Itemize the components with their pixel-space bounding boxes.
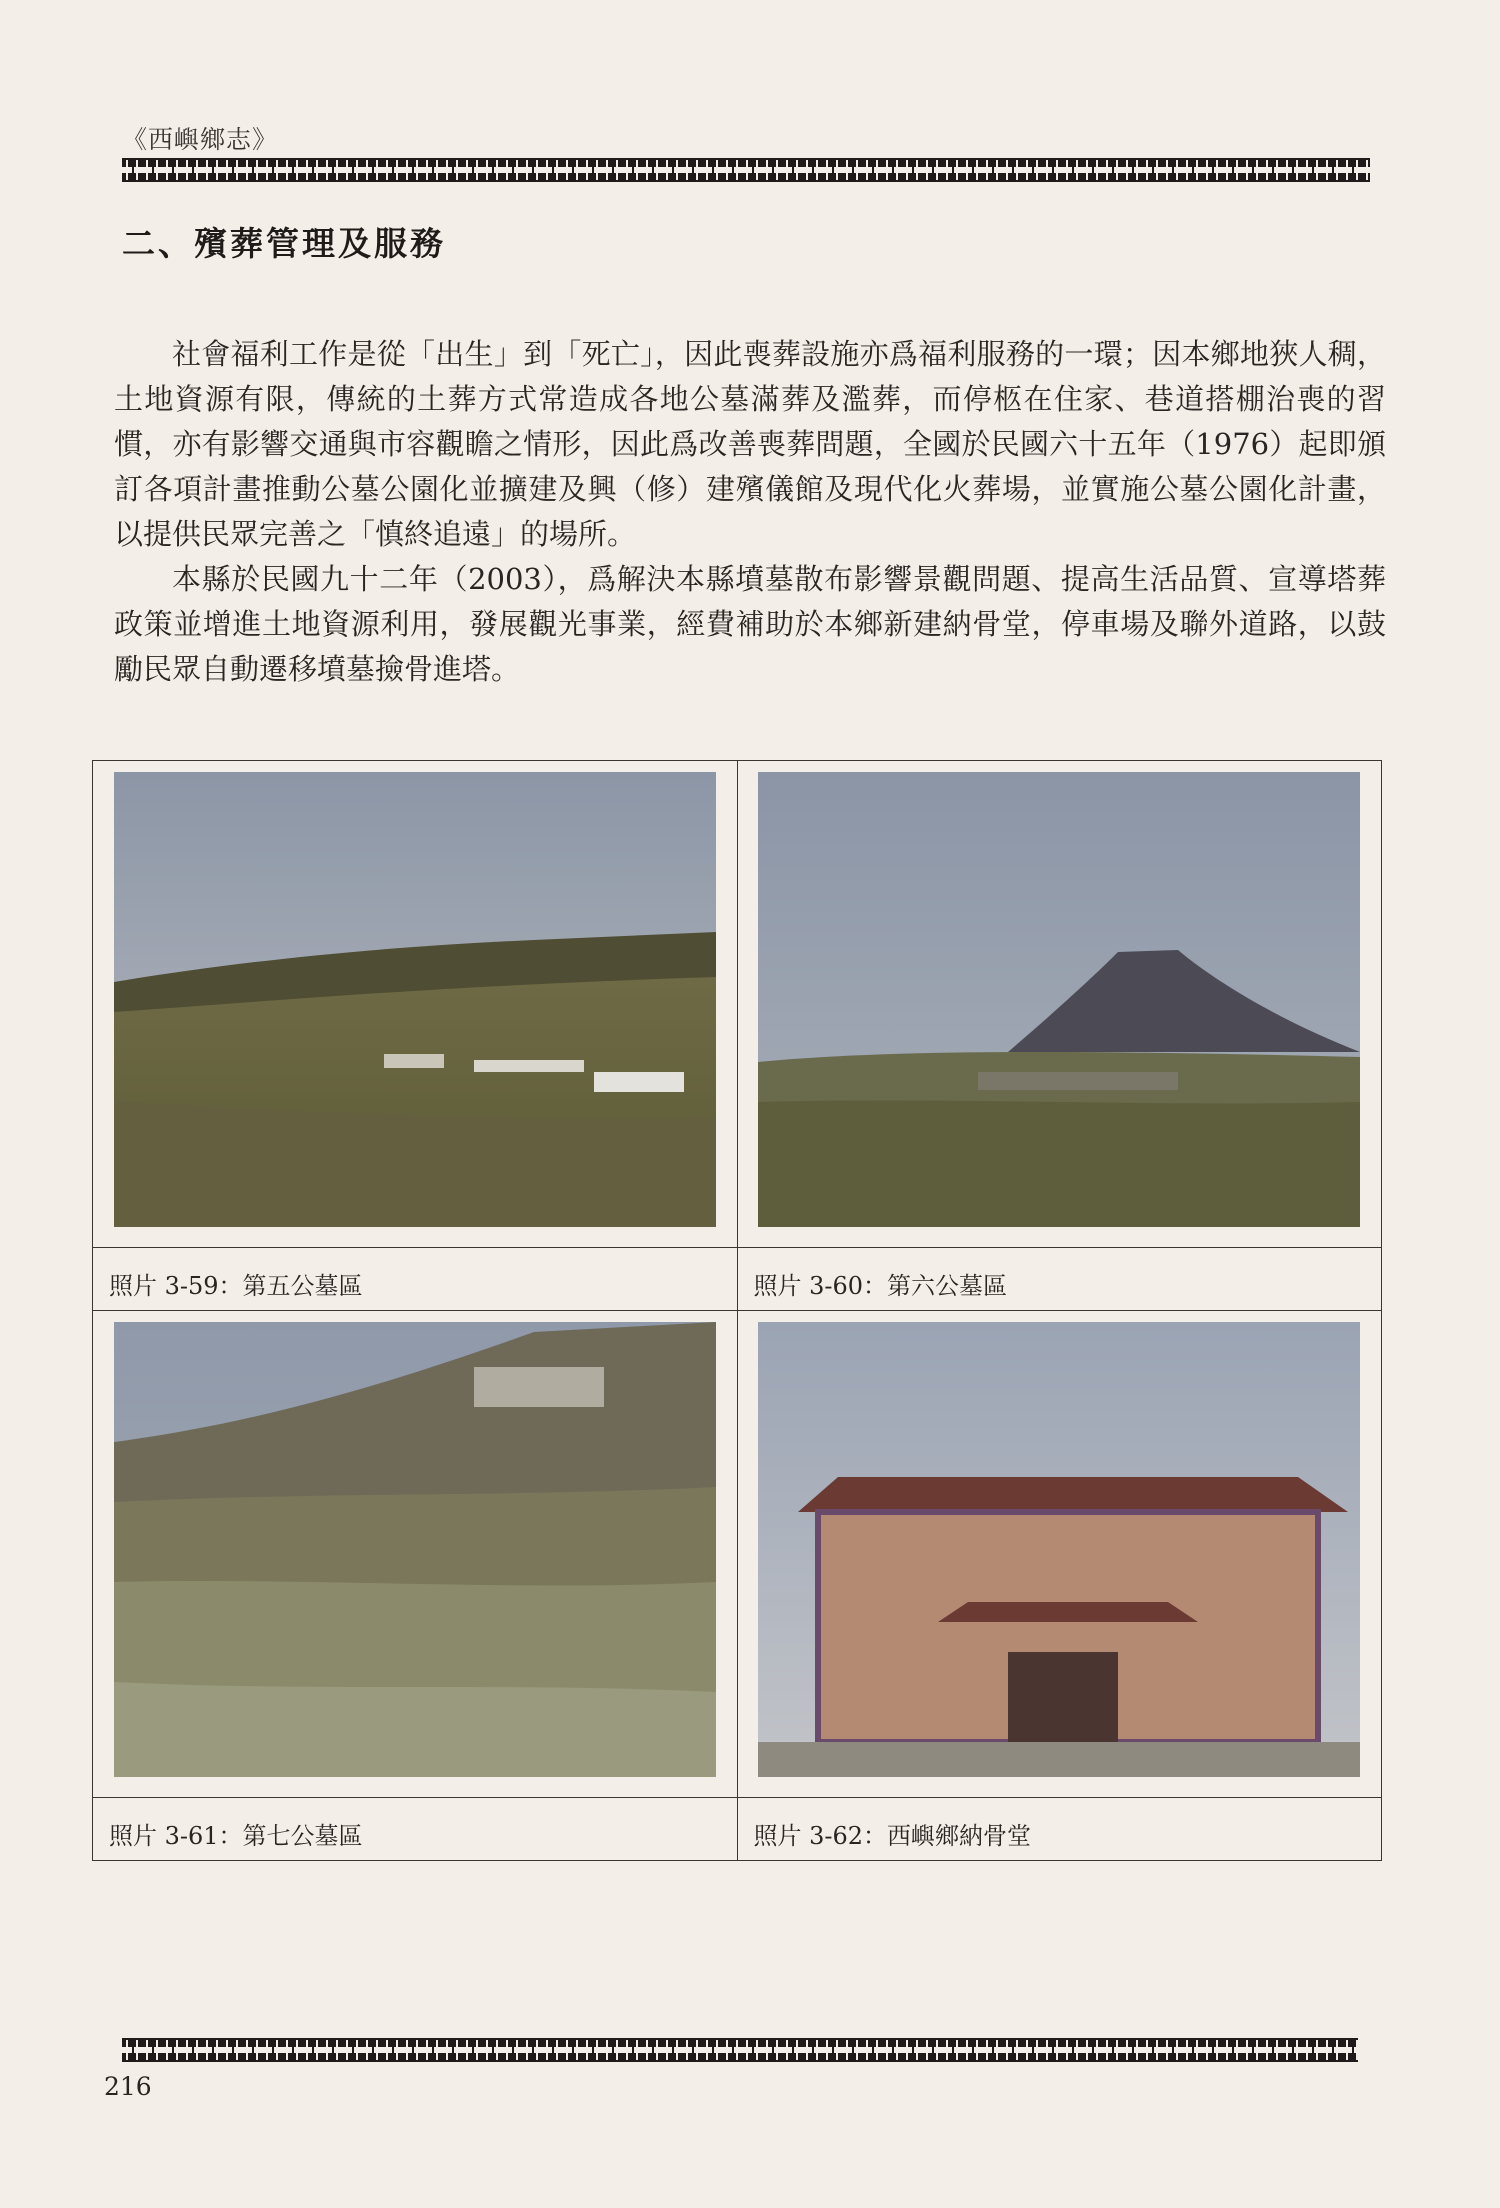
- photo-cell: [93, 1311, 738, 1798]
- photo-ossuary: [758, 1322, 1360, 1777]
- top-fret-border: [122, 158, 1370, 182]
- photo-cell: [93, 761, 738, 1248]
- photo-caption: 照片 3-59：第五公墓區: [109, 1272, 363, 1300]
- photo-cell: [737, 761, 1382, 1248]
- photo-table: [92, 760, 1382, 1861]
- bottom-fret-border: [122, 2038, 1358, 2062]
- body-text: [114, 332, 1386, 692]
- photo-caption: 照片 3-61：第七公墓區: [109, 1822, 363, 1850]
- page-number: 216: [104, 2072, 152, 2101]
- photo-cemetery-five: [114, 772, 716, 1227]
- photo-cemetery-seven: [114, 1322, 716, 1777]
- caption-cell: [93, 1248, 738, 1311]
- photo-cell: [737, 1311, 1382, 1798]
- section-title: 二、殯葬管理及服務: [122, 224, 446, 263]
- paragraph-1: 社會福利工作是從「出生」到「死亡」，因此喪葬設施亦爲福利服務的一環；因本鄉地狹人稠，土地資源有限，傳統的土葬方式常造成各地公墓滿葬及濫葬，而停柩在住家、巷道搭棚治喪的習慣，亦有影響交通與市容觀瞻之情形，因此爲改善喪葬問題，全國於民國六十五年（1976）起即頒訂各項計畫推動公墓公園化並擴建及興（修）建殯儀館及現代化火葬場，並實施公墓公園化計畫，以提供民眾完善之「慎終追遠」的場所。: [114, 337, 1386, 551]
- caption-cell: [93, 1798, 738, 1861]
- caption-cell: [737, 1248, 1382, 1311]
- running-head: 《西嶼鄉志》: [122, 125, 279, 154]
- photo-cemetery-six: [758, 772, 1360, 1227]
- paragraph-2: 本縣於民國九十二年（2003），爲解決本縣墳墓散布影響景觀問題、提高生活品質、宣導塔葬政策並增進土地資源利用，發展觀光事業，經費補助於本鄉新建納骨堂，停車場及聯外道路，以鼓勵民眾自動遷移墳墓撿骨進塔。: [114, 562, 1386, 686]
- photo-caption: 照片 3-62：西嶼鄉納骨堂: [753, 1822, 1032, 1850]
- photo-caption: 照片 3-60：第六公墓區: [753, 1272, 1008, 1300]
- caption-cell: [737, 1798, 1382, 1861]
